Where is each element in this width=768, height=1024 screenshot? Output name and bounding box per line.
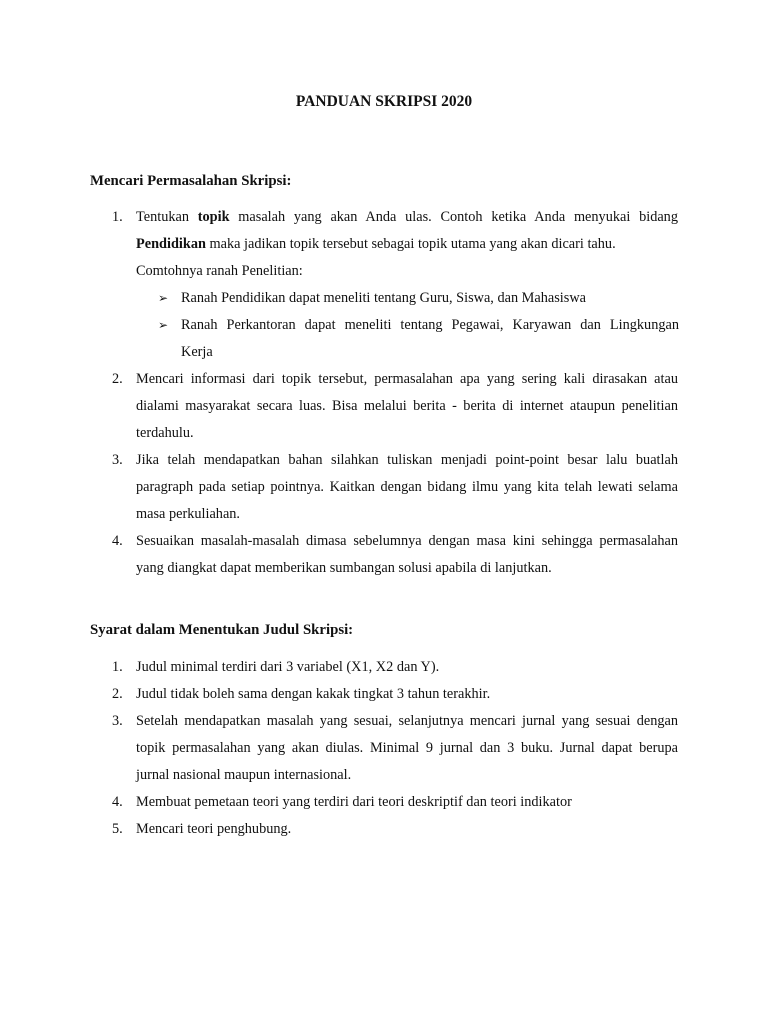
arrow-bullet-icon: ➢ (158, 318, 169, 332)
list-item-text: Pendidikan maka jadikan topik tersebut sebagai topik utama yang akan dicari tahu. (136, 236, 616, 252)
list-number: 5. (112, 821, 123, 837)
list-item-text: Setelah mendapatkan masalah yang sesuai, selanjutnya mencari jurnal yang sesuai dengan (136, 713, 678, 729)
list-number: 4. (112, 533, 123, 549)
list-item-text: terdahulu. (136, 425, 194, 441)
list-item-text: yang diangkat dapat memberikan sumbangan solusi apabila di lanjutkan. (136, 560, 552, 576)
list-number: 4. (112, 794, 123, 810)
list-number: 3. (112, 713, 123, 729)
list-item-text: jurnal nasional maupun internasional. (136, 767, 352, 783)
list-item-text: Comtohnya ranah Penelitian: (136, 263, 303, 279)
list-item-text: Judul minimal terdiri dari 3 variabel (X1, X2 dan Y). (136, 659, 440, 675)
list-number: 3. (112, 452, 123, 468)
bullet-item-text: Ranah Pendidikan dapat meneliti tentang Guru, Siswa, dan Mahasiswa (181, 290, 586, 306)
section-heading-judul: Syarat dalam Menentukan Judul Skripsi: (90, 622, 354, 638)
list-number: 1. (112, 209, 123, 225)
section-heading-permasalahan: Mencari Permasalahan Skripsi: (90, 173, 292, 189)
arrow-bullet-icon: ➢ (158, 291, 169, 305)
bullet-item-text: Kerja (181, 344, 213, 360)
list-item-text: paragraph pada setiap pointnya. Kaitkan dengan bidang ilmu yang kita telah lewati selama (136, 479, 678, 495)
list-item-text: Sesuaikan masalah-masalah dimasa sebelumnya dengan masa kini sehingga permasalahan (136, 533, 678, 549)
bullet-item-text: Ranah Perkantoran dapat meneliti tentang Pegawai, Karyawan dan Lingkungan (181, 317, 679, 333)
list-number: 2. (112, 686, 123, 702)
list-item-text: Judul tidak boleh sama dengan kakak tingkat 3 tahun terakhir. (136, 686, 491, 702)
page-title: PANDUAN SKRIPSI 2020 (295, 93, 473, 110)
list-number: 1. (112, 659, 123, 675)
list-item-text: Mencari teori penghubung. (136, 821, 292, 837)
list-item-text: dialami masyarakat secara luas. Bisa melalui berita - berita di internet ataupun penelitian (136, 398, 678, 414)
list-item-text: Tentukan topik masalah yang akan Anda ulas. Contoh ketika Anda menyukai bidang (136, 209, 678, 225)
list-item-text: topik permasalahan yang akan diulas. Minimal 9 jurnal dan 3 buku. Jurnal dapat berupa (136, 740, 678, 756)
list-item-text: Mencari informasi dari topik tersebut, permasalahan apa yang sering kali dirasakan atau (136, 371, 678, 387)
list-item-text: masa perkuliahan. (136, 506, 241, 522)
list-item-text: Membuat pemetaan teori yang terdiri dari teori deskriptif dan teori indikator (136, 794, 572, 810)
list-item-text: Jika telah mendapatkan bahan silahkan tuliskan menjadi point-point besar lalu buatlah (136, 452, 678, 468)
list-number: 2. (112, 371, 123, 387)
